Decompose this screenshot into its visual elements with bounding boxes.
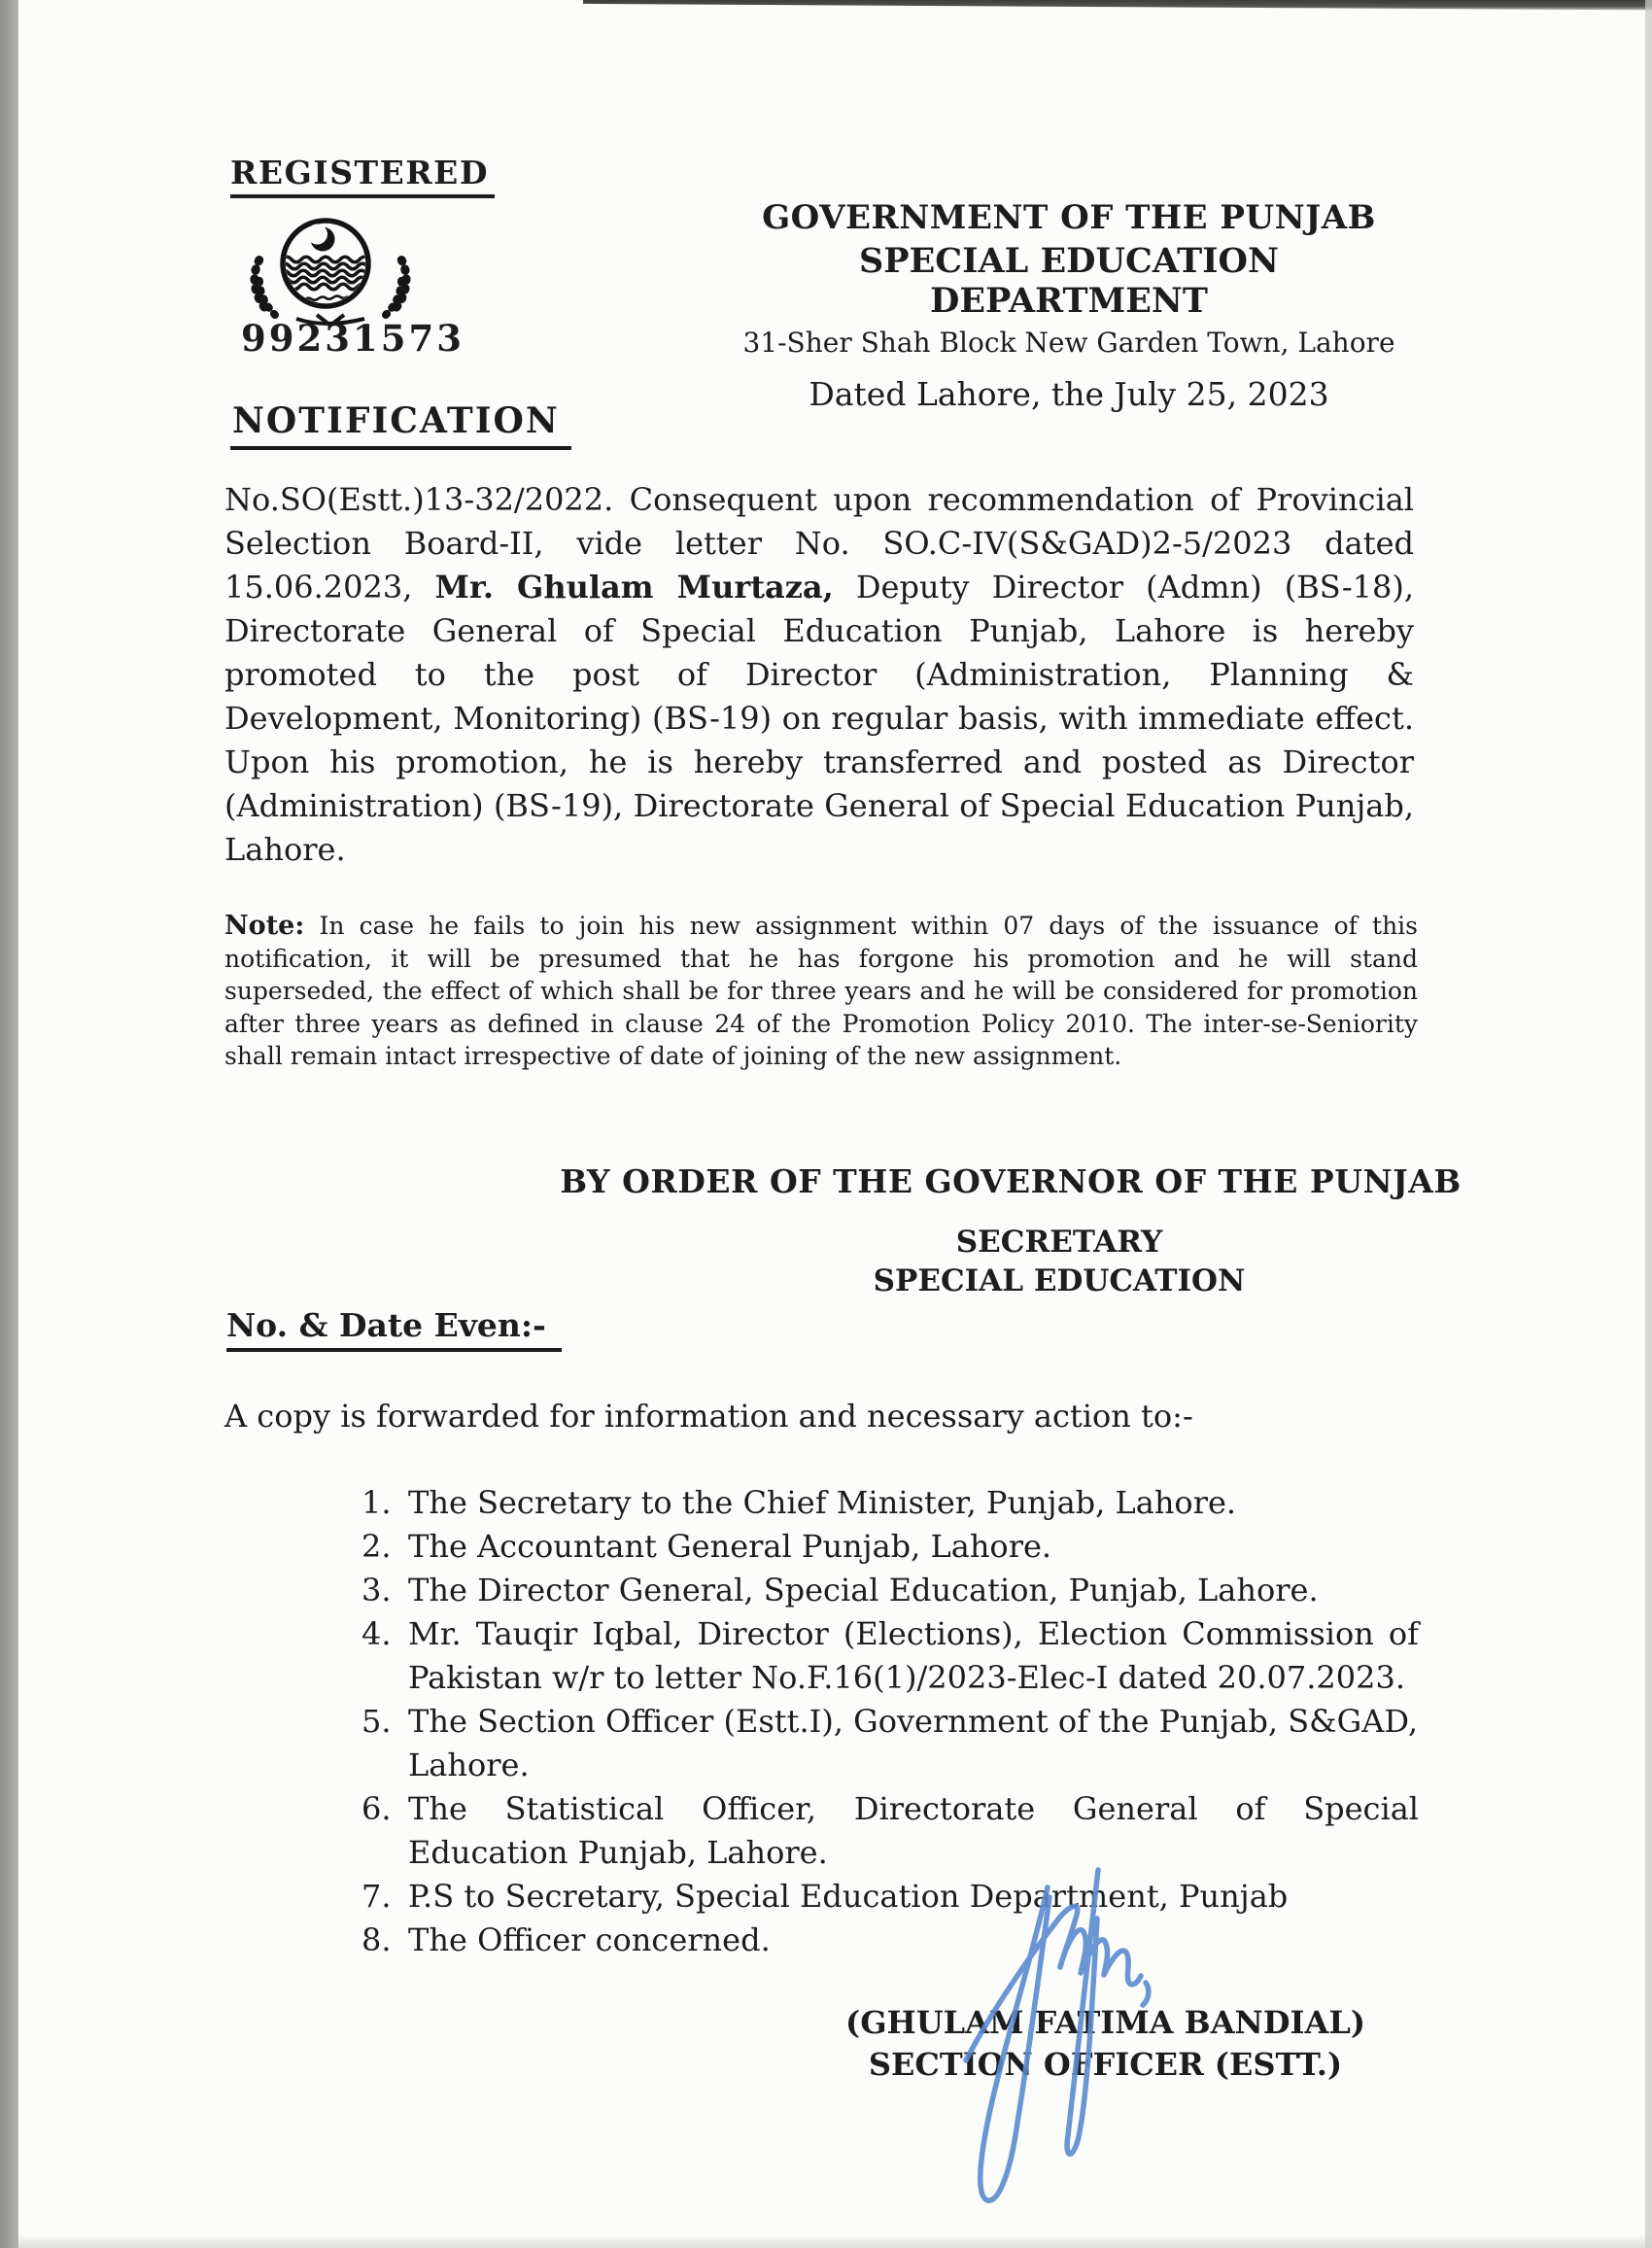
list-item-number: 3. bbox=[361, 1572, 392, 1608]
list-item-text: The Accountant General Punjab, Lahore. bbox=[408, 1528, 1052, 1565]
signatory-name: (GHULAM FATIMA BANDIAL) bbox=[845, 2004, 1365, 2041]
list-item-text: The Statistical Officer, Directorate General of Special Education Punjab, Lahore. bbox=[408, 1790, 1419, 1871]
list-item-text: The Secretary to the Chief Minister, Punjab, Lahore. bbox=[408, 1484, 1237, 1521]
list-item bbox=[361, 1787, 1430, 1875]
list-item-number: 7. bbox=[361, 1878, 392, 1915]
list-item-number: 6. bbox=[361, 1790, 392, 1827]
signatory-title: SECTION OFFICER (ESTT.) bbox=[868, 2046, 1343, 2083]
address-line: 31-Sher Shah Block New Garden Town, Lahore bbox=[742, 327, 1395, 359]
note-label: Note: bbox=[224, 911, 305, 941]
list-item bbox=[361, 1700, 1430, 1787]
list-item bbox=[361, 1569, 1430, 1612]
letterhead bbox=[719, 198, 1419, 413]
list-item bbox=[361, 1919, 1430, 1962]
scan-edge-right bbox=[1645, 0, 1652, 2248]
list-item bbox=[361, 1612, 1430, 1700]
distribution-list bbox=[361, 1481, 1430, 1962]
notification-heading: NOTIFICATION bbox=[230, 400, 571, 450]
note-text: In case he fails to join his new assignment within 07 days of the issuance of this notification, it will be presumed that he has forgone his promotion and he will stand superseded, the effect of which shall be for three years and he will be considered for promotion after three years as defined in clause 24 of the Promotion Policy 2010. The inter-se-Seniority shall remain intact irrespective of date of joining of the new assignment. bbox=[224, 912, 1418, 1070]
copy-forwarded-line: A copy is forwarded for information and necessary action to:- bbox=[224, 1398, 1193, 1435]
scan-edge-top bbox=[583, 0, 1652, 13]
list-item-number: 8. bbox=[361, 1921, 392, 1958]
registry-number: 99231573 bbox=[241, 317, 465, 360]
punjab-crest-icon bbox=[243, 214, 418, 332]
scan-edge-left bbox=[0, 0, 18, 2248]
list-item-text: The Officer concerned. bbox=[408, 1921, 771, 1958]
list-item-number: 1. bbox=[361, 1484, 392, 1521]
list-item-number: 2. bbox=[361, 1528, 392, 1565]
scan-edge-bottom bbox=[18, 2234, 1652, 2248]
by-order-line: BY ORDER OF THE GOVERNOR OF THE PUNJAB bbox=[560, 1162, 1462, 1200]
list-item bbox=[361, 1481, 1430, 1525]
note-paragraph bbox=[224, 910, 1418, 1073]
paragraph-text-start: No.SO(Estt.)13-32/2022. Consequent upon recommendation of Provincial Selection Board-II, vide letter No. SO.C-IV(S&GAD)2-5/2023 dated 15.06.2023, bbox=[224, 481, 1414, 605]
no-date-even-label: No. & Date Even:- bbox=[226, 1306, 562, 1352]
registered-label: REGISTERED bbox=[230, 154, 495, 198]
date-line: Dated Lahore, the July 25, 2023 bbox=[809, 375, 1329, 413]
list-item bbox=[361, 1525, 1430, 1569]
list-item-text: Mr. Tauqir Iqbal, Director (Elections), Election Commission of Pakistan w/r to letter No.F.16(1)/2023-Elec-I dated 20.07.2023. bbox=[408, 1615, 1419, 1696]
list-item-text: The Director General, Special Education, Punjab, Lahore. bbox=[408, 1572, 1319, 1608]
list-item-number: 5. bbox=[361, 1703, 392, 1740]
secretary-department: SPECIAL EDUCATION bbox=[873, 1263, 1246, 1298]
notification-paragraph bbox=[224, 478, 1414, 872]
list-item-text: P.S to Secretary, Special Education Department, Punjab bbox=[408, 1878, 1289, 1915]
secretary-block bbox=[768, 1223, 1351, 1300]
government-line: GOVERNMENT OF THE PUNJAB bbox=[762, 198, 1376, 237]
list-item-number: 4. bbox=[361, 1615, 392, 1652]
department-line: SPECIAL EDUCATION DEPARTMENT bbox=[859, 241, 1279, 321]
list-item-text: The Section Officer (Estt.I), Government of the Punjab, S&GAD, Lahore. bbox=[408, 1703, 1419, 1783]
officer-name-bold: Mr. Ghulam Murtaza, bbox=[434, 569, 834, 605]
secretary-title: SECRETARY bbox=[955, 1225, 1163, 1260]
list-item bbox=[361, 1875, 1430, 1919]
handwritten-signature-icon bbox=[921, 1858, 1242, 2231]
paragraph-text-end: Deputy Director (Admn) (BS-18), Directorate General of Special Education Punjab, Lahore is hereby promoted to the post of Director (Administration, Planning & Development, Monitoring) (BS-19) on regular basis, with immediate effect. Upon his promotion, he is hereby transferred and posted as Director (Administration) (BS-19), Directorate General of Special Education Punjab, Lahore. bbox=[224, 569, 1415, 868]
